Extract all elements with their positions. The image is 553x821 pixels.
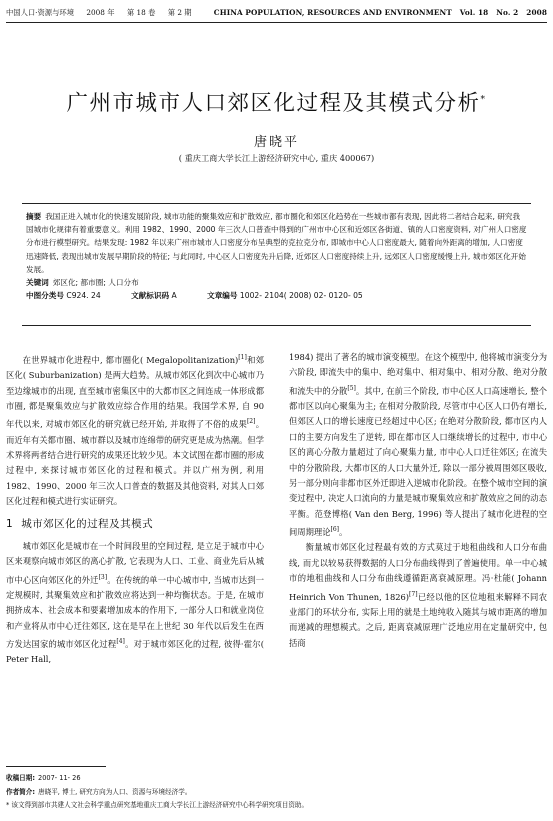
clc-value: C924. 24 (66, 291, 101, 301)
footnote-rule (6, 766, 106, 767)
author-affiliation: ( 重庆工商大学长江上游经济研究中心, 重庆 400067) (178, 153, 375, 163)
footnotes (6, 772, 547, 813)
running-header-left (6, 8, 202, 18)
abstract-box (22, 203, 531, 326)
citation: [4] (116, 638, 125, 646)
classification-line (26, 289, 527, 302)
clc-label: 中图分类号 (26, 291, 64, 301)
paper-title (0, 86, 553, 117)
keywords-label: 关键词 (26, 278, 49, 288)
abstract (26, 210, 527, 276)
author-bio: 作者简介: 唐晓平, 博士, 研究方向为人口、资源与环境经济学。 (6, 787, 192, 796)
citation: [6] (330, 526, 339, 534)
running-header-right (214, 8, 547, 18)
section-title: 城市郊区化的过程及其模式 (21, 517, 154, 530)
abstract-label: 摘要 (26, 212, 42, 221)
citation: [3] (98, 573, 108, 581)
section-number: 1 (6, 517, 14, 530)
paragraph-intro: 在世界城市化进程中, 都市圈化( Megalopolitanization)[1]和郊区化( Suburbanization) 是两大趋势。从城市郊区化到次中心城市乃至边缘城市的出现, 直至城市密集区中的大都市区之间连成一体形成都市圈, 都是聚集效应与扩散效应综合作用的结果。我国学术界, 自 90 年代以来, 对城市郊区化的研究就已经开始, 并取得了不俗的成果[2]。而近年有关都市圈、城市群以及城市连绵带的研究更是成为热潮。但学术界将两者结合进行研究的成果还比较少见。本文试图在都市圈的形成过程中, 来探讨城市郊区化的过程和模式。并以广州为例, 利用 1982、1990、2000 年三次人口普查的数据及其他资料, 对其人口郊区化过程和模式进行实证研究。 (6, 354, 264, 507)
citation: [2] (246, 418, 256, 426)
funding-note: * 该文得到部市共建人文社会科学重点研究基地重庆工商大学长江上游经济研究中心科学研究项目资助。 (6, 801, 309, 809)
citation: [7] (409, 590, 418, 598)
paragraph-distance-decay: 衡量城市郊区化过程最有效的方式莫过于地租曲线和人口分布曲线, 而尤以较易获得数据的人口分布曲线得到了普遍使用。单一中心城市的地租曲线和人口分布曲线遵循距离衰减原理。冯·杜能( Johann Heinrich Von Thunen, 1826)[7]已经以他的区位地租来解释不同农业部门的环状分布, 实际上用的就是土地纯收入随其与城市距离的增加而递减的理想模式。之后, 距离衰减原理广泛地应用在定量研究中, 包括商 (289, 542, 547, 648)
journal-year-en: 2008 (526, 8, 547, 17)
header-rule (6, 22, 547, 23)
citation: [5] (347, 384, 356, 392)
abstract-text: 我国正进入城市化的快速发展阶段, 城市功能的聚集效应和扩散效应, 都市圈化和郊区化趋势在一些城市都有表现, 因此将二者结合起来, 研究我国城市化规律有着重要意义。利用 1982、1990、2000 年三次人口普查中得到的广州市中心区和近郊区各街道、镇的人口密度资料, 对广州人口密度分布进行模型研究。结果发现: 1982 年以来广州市城市人口密度分布呈典型的克拉克分布, 即城市中心人口密度最大, 随着向外距离的增加, 人口密度迅速降低, 表现出城市发展早期阶段的特征; 与此同时, 中心区人口密度先升后降, 近郊区人口密度持续上升, 远郊区人口密度缓慢上升, 城市郊区化开始发展。 (26, 212, 527, 274)
doc-code-label: 文献标识码 (131, 291, 170, 301)
paragraph-continued: 1984) 提出了著名的城市演变模型。在这个模型中, 他将城市演变分为六阶段, 即流失中的集中、绝对集中、相对集中、相对分散、绝对分散和流失中的分散[5]。其中, 在前三个阶段, 市中心区人口高速增长, 整个都市区以向心聚集为主; 在相对分散阶段, 尽管市中心区人口仍有增长, 但郊区人口的增长速度已经超过中心区; 在绝对分散阶段, 都市区内人口的主要方向发生了逆转, 即在都市区人口继续增长的过程中, 市中心区的离心分散力量超过了向心聚集力量, 市中心人口迁往郊区; 在流失中的分散阶段, 大都市区的人口大量外迁, 除以一部分被周围郊区吸收, 另一部分则向非都市区外迁即进入逆城市化阶段。在整个城市空间的演变过程中, 决定人口流向的力量是城市聚集效应和扩散效应之间的动态平衡。范登博格( Van den Berg, 1996) 等人提出了城市化进程的空间周期理论[6]。 (289, 352, 547, 537)
journal-name-cn: 中国人口·资源与环境 (6, 8, 74, 17)
journal-issue: 第 2 期 (167, 8, 192, 17)
running-header (6, 8, 547, 18)
paragraph-section1: 城市郊区化是城市在一个时间段里的空间过程, 是立足于城市中心区来观察向城市郊区的离心扩散, 它表现为人口、工业、商业先后从城市中心区向郊区化的外迁[3]。在传统的单一中心城市中, 当城市达到一定规模时, 其聚集效应和扩散效应将达到一种均衡状态。于是, 在城市拥挤成本、社会成本和要素增加成本的作用下, 一部分人口和就业岗位和产业将从市中心迁往郊区, 这在是早在上世纪 30 年代以后发生在西方发达国家的城市郊区化过程[4]。对于城市郊区化的过程, 彼得·霍尔( Peter Hall, (6, 541, 264, 665)
paper-title-text: 广州市城市人口郊区化过程及其模式分析 (66, 91, 481, 116)
journal-vol-en: Vol. 18 (459, 8, 489, 17)
keywords (26, 276, 527, 289)
body-column-left (6, 350, 264, 668)
citation: [1] (238, 354, 247, 361)
journal-name-en: CHINA POPULATION, RESOURCES AND ENVIRONMENT (213, 8, 452, 17)
journal-volume: 第 18 卷 (126, 8, 156, 17)
journal-no-en: No. 2 (496, 8, 519, 17)
doc-code-value: A (171, 291, 177, 301)
article-no-label: 文章编号 (207, 291, 238, 301)
author-name: 唐晓平 (253, 135, 299, 150)
section-heading-1 (6, 517, 264, 532)
body-column-right (289, 350, 547, 651)
article-no-value: 1002- 2104( 2008) 02- 0120- 05 (239, 291, 363, 301)
title-footnote-mark: * (480, 94, 487, 105)
keywords-text: 郊区化; 都市圈; 人口分布 (52, 278, 139, 288)
received-date: 收稿日期: 2007- 11- 26 (6, 774, 81, 782)
journal-year: 2008 年 (86, 8, 115, 17)
